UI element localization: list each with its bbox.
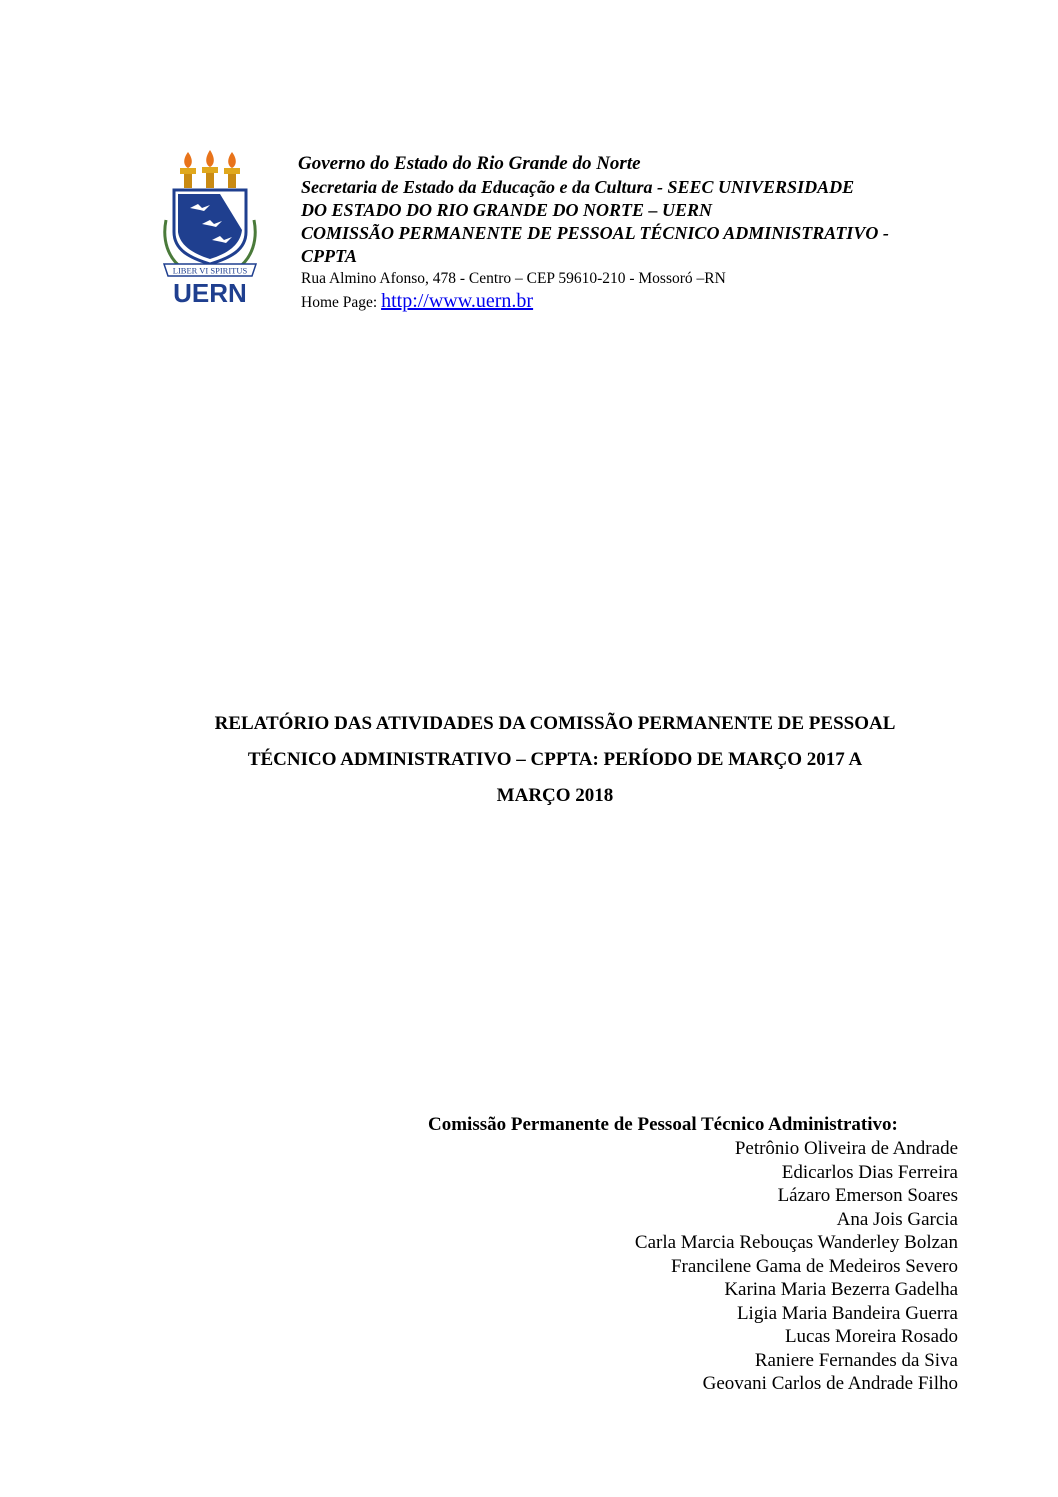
- committee-member: Francilene Gama de Medeiros Severo: [670, 1255, 958, 1277]
- title-line: TÉCNICO ADMINISTRATIVO – CPPTA: PERÍODO DE MARÇO 2017 A: [247, 749, 863, 770]
- committee-member: Lucas Moreira Rosado: [784, 1326, 958, 1347]
- university-line: DO ESTADO DO RIO GRANDE DO NORTE – UERN: [301, 200, 713, 220]
- home-page-line: [301, 289, 998, 315]
- government-line: Governo do Estado do Rio Grande do Norte: [298, 153, 641, 174]
- logo-acronym: UERN: [173, 278, 247, 306]
- committee-member: Petrônio Oliveira de Andrade: [734, 1138, 958, 1159]
- home-page-link[interactable]: http://www.uern.br: [381, 290, 534, 312]
- committee-heading: Comissão Permanente de Pessoal Técnico Administrativo:: [428, 1114, 898, 1135]
- secretariat-line: Secretaria de Estado da Educação e da Cultura - SEEC UNIVERSIDADE: [301, 177, 855, 197]
- logo-motto: LIBER VI SPIRITUS: [172, 265, 248, 276]
- committee-member: Raniere Fernandes da Siva: [754, 1349, 958, 1371]
- commission-acronym-line: CPPTA: [301, 246, 358, 266]
- committee-member: Carla Marcia Rebouças Wanderley Bolzan: [634, 1232, 958, 1253]
- address-line: Rua Almino Afonso, 478 - Centro – CEP 59610-210 - Mossoró –RN: [301, 270, 726, 287]
- committee-block: [338, 1112, 958, 1396]
- commission-line: COMISSÃO PERMANENTE DE PESSOAL TÉCNICO ADMINISTRATIVO -: [301, 223, 889, 243]
- title-line: MARÇO 2018: [496, 785, 614, 806]
- report-title: [100, 706, 1010, 814]
- committee-member: Ana Jois Garcia: [836, 1208, 958, 1230]
- uern-logo: [160, 150, 260, 306]
- committee-member: Ligia Maria Bandeira Guerra: [736, 1302, 958, 1324]
- committee-member: Geovani Carlos de Andrade Filho: [702, 1373, 958, 1394]
- home-page-label: Home Page:: [301, 294, 378, 311]
- committee-member: Lázaro Emerson Soares: [777, 1185, 958, 1206]
- shield-icon: [174, 190, 246, 264]
- torch-icon: [180, 150, 240, 188]
- title-line: RELATÓRIO DAS ATIVIDADES DA COMISSÃO PERMANENTE DE PESSOAL: [214, 713, 896, 734]
- letterhead: [298, 152, 998, 315]
- committee-member: Karina Maria Bezerra Gadelha: [724, 1279, 958, 1300]
- committee-member: Edicarlos Dias Ferreira: [781, 1161, 958, 1183]
